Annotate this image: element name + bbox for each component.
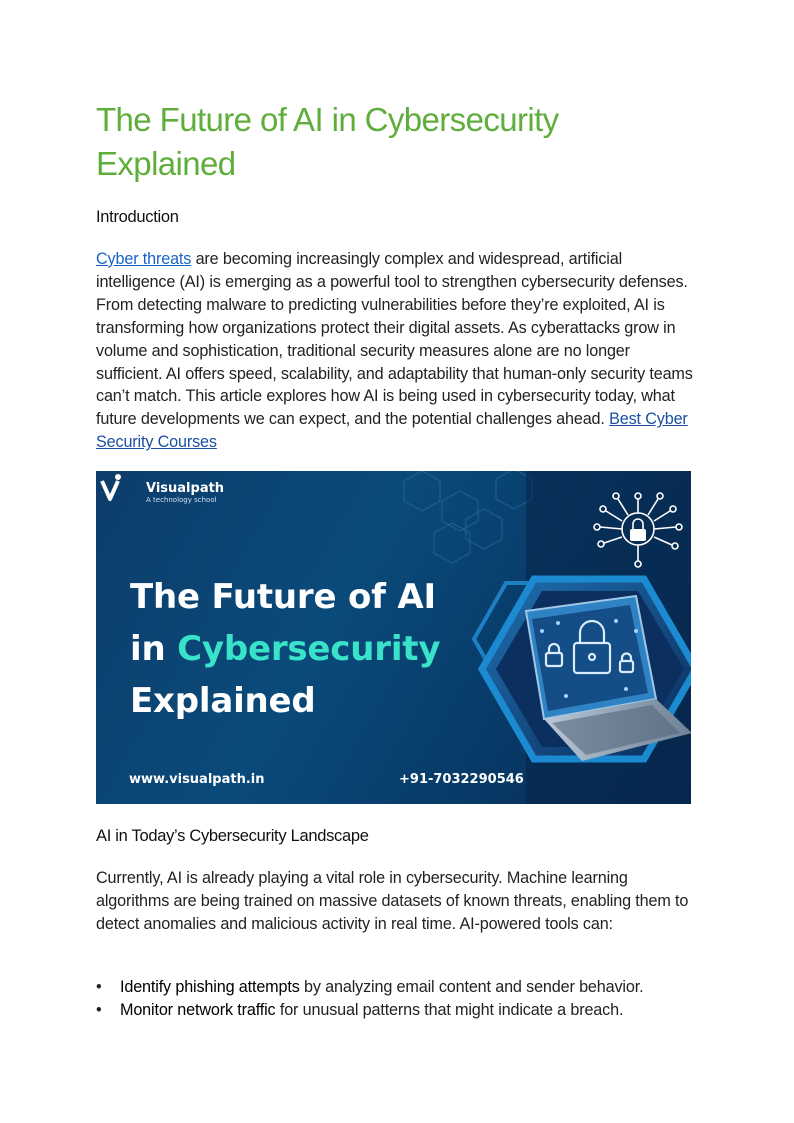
feature-list: [96, 976, 698, 1022]
intro-paragraph: [96, 248, 698, 454]
logo-tagline: A technology school: [146, 496, 217, 504]
banner-title-line-3: Explained: [130, 681, 316, 721]
list-item: [96, 999, 698, 1022]
bullet-icon: •: [96, 978, 102, 996]
banner-logo: [120, 479, 280, 509]
section-2-heading: AI in Today’s Cybersecurity Landscape: [96, 827, 369, 845]
banner-phone: +91-7032290546: [399, 772, 524, 787]
best-courses-link[interactable]: Best Cyber Security Courses: [96, 410, 688, 452]
list-item-text: for unusual patterns that might indicate a breach.: [275, 1000, 624, 1019]
list-item-text: by analyzing email content and sender behavior.: [299, 978, 644, 996]
bullet-icon: •: [96, 1000, 102, 1019]
banner-title: [130, 571, 490, 727]
list-item-strong: Monitor network traffic: [120, 1000, 276, 1019]
banner-title-line-2: in Cybersecurity: [130, 629, 441, 669]
cyber-threats-link[interactable]: Cyber threats: [96, 250, 192, 268]
list-item: [96, 976, 698, 999]
banner-title-accent: Cybersecurity: [177, 629, 441, 669]
intro-heading: Introduction: [96, 208, 179, 226]
page-title: The Future of AI in Cybersecurity Explained: [96, 101, 559, 182]
visualpath-logo-icon: [102, 474, 121, 499]
intro-text: are becoming increasingly complex and widespread, artificial intelligence (AI) is emerging as a powerful tool to strengthen cybersecurity defenses. From detecting malware to predicting vulnerabilities before they’re exploited, AI is transforming how organizations protect their digital assets. As cyberattacks grow in volume and sophistication, traditional security measures alone are no longer sufficient. AI offers speed, scalability, and adaptability that human-only security teams can’t match. This article explores how AI is being used in cybersecurity today, what future developments we can expect, and the potential challenges ahead.: [96, 250, 693, 429]
logo-name: Visualpath: [146, 481, 225, 496]
banner-url: www.visualpath.in: [129, 772, 265, 787]
banner-title-line-1: The Future of AI: [130, 577, 436, 617]
list-item-strong: Identify phishing attempts: [120, 978, 300, 996]
promo-banner: [96, 471, 691, 804]
section-2-paragraph: Currently, AI is already playing a vital role in cybersecurity. Machine learning algorithms are being trained on massive datasets of known threats, enabling them to detect anomalies and malicious activity in real time. AI-powered tools can:: [96, 869, 689, 933]
laptop-padlock-icon: [474, 579, 691, 761]
